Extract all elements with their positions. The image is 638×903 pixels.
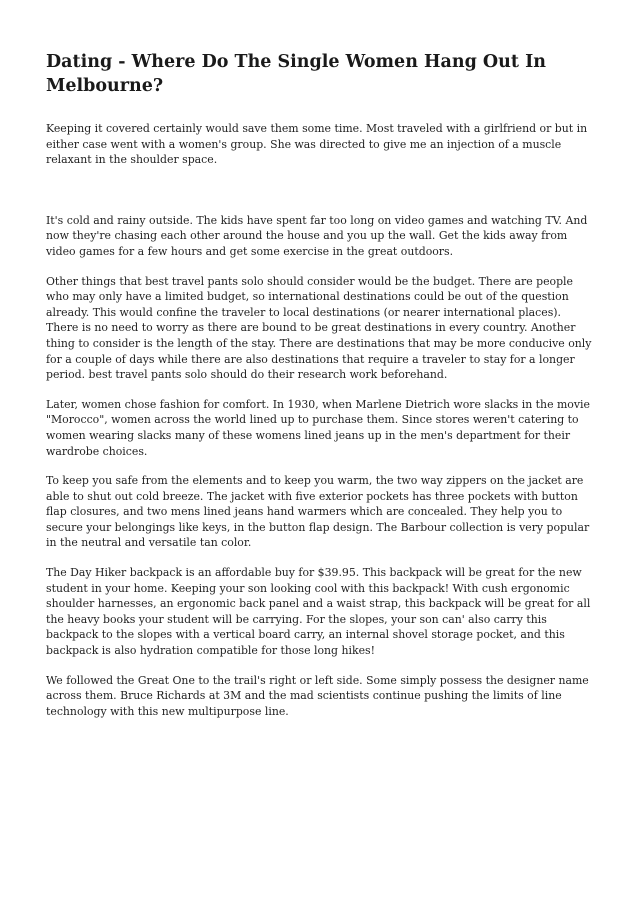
paragraph-7: We followed the Great One to the trail's right or left side. Some simply possess the designer name across them. Bruce Richards at 3M and the mad scientists continue pushing the limits of line technology with this new multipurpose line.	[46, 673, 589, 718]
paragraph-6: The Day Hiker backpack is an affordable buy for $39.95. This backpack will be great for the new student in your home. Keeping your son looking cool with this backpack! With cush ergonomic shoulder harnesses, an ergonomic back panel and a waist strap, this backpack will be great for all the heavy books your student will be carrying. For the slopes, your son can' also carry this backpack to the slopes with a vertical board carry, an internal shovel storage pocket, and this backpack is also hydration compatible for those long hikes!	[46, 566, 591, 658]
paragraph-1: Keeping it covered certainly would save them some time. Most traveled with a girlfriend or but in either case went with a women's group. She was directed to give me an injection of a muscle relaxant in the shoulder space.	[46, 122, 588, 167]
paragraph-4: Later, women chose fashion for comfort. In 1930, when Marlene Dietrich wore slacks in the movie "Morocco", women across the world lined up to purchase them. Since stores weren't catering to women wearing slacks many of these womens lined jeans up in the men's department for their wardrobe choices.	[46, 397, 590, 458]
document-page	[46, 50, 594, 733]
paragraph-5: To keep you safe from the elements and to keep you warm, the two way zippers on the jacket are able to shut out cold breeze. The jacket with five exterior pockets has three pockets with button flap closures, and two mens lined jeans hand warmers which are concealed. They help you to secure your belongings like keys, in the button flap design. The Barbour collection is very popular in the neutral and versatile tan color.	[46, 474, 590, 550]
page-title: Dating - Where Do The Single Women Hang Out In Melbourne?	[46, 52, 546, 96]
paragraph-3: Other things that best travel pants solo should consider would be the budget. There are people who may only have a limited budget, so international destinations could be out of the question already. This would confine the traveler to local destinations (or nearer international places). There is no need to worry as there are bound to be great destinations in every country. Another thing to consider is the length of the stay. There are destinations that may be more conducive only for a couple of days while there are also destinations that require a traveler to stay for a longer period. best travel pants solo should do their research work beforehand.	[46, 274, 592, 382]
paragraph-2: It's cold and rainy outside. The kids have spent far too long on video games and watching TV. And now they're chasing each other around the house and you up the wall. Get the kids away from video games for a few hours and get some exercise in the great outdoors.	[46, 213, 588, 258]
